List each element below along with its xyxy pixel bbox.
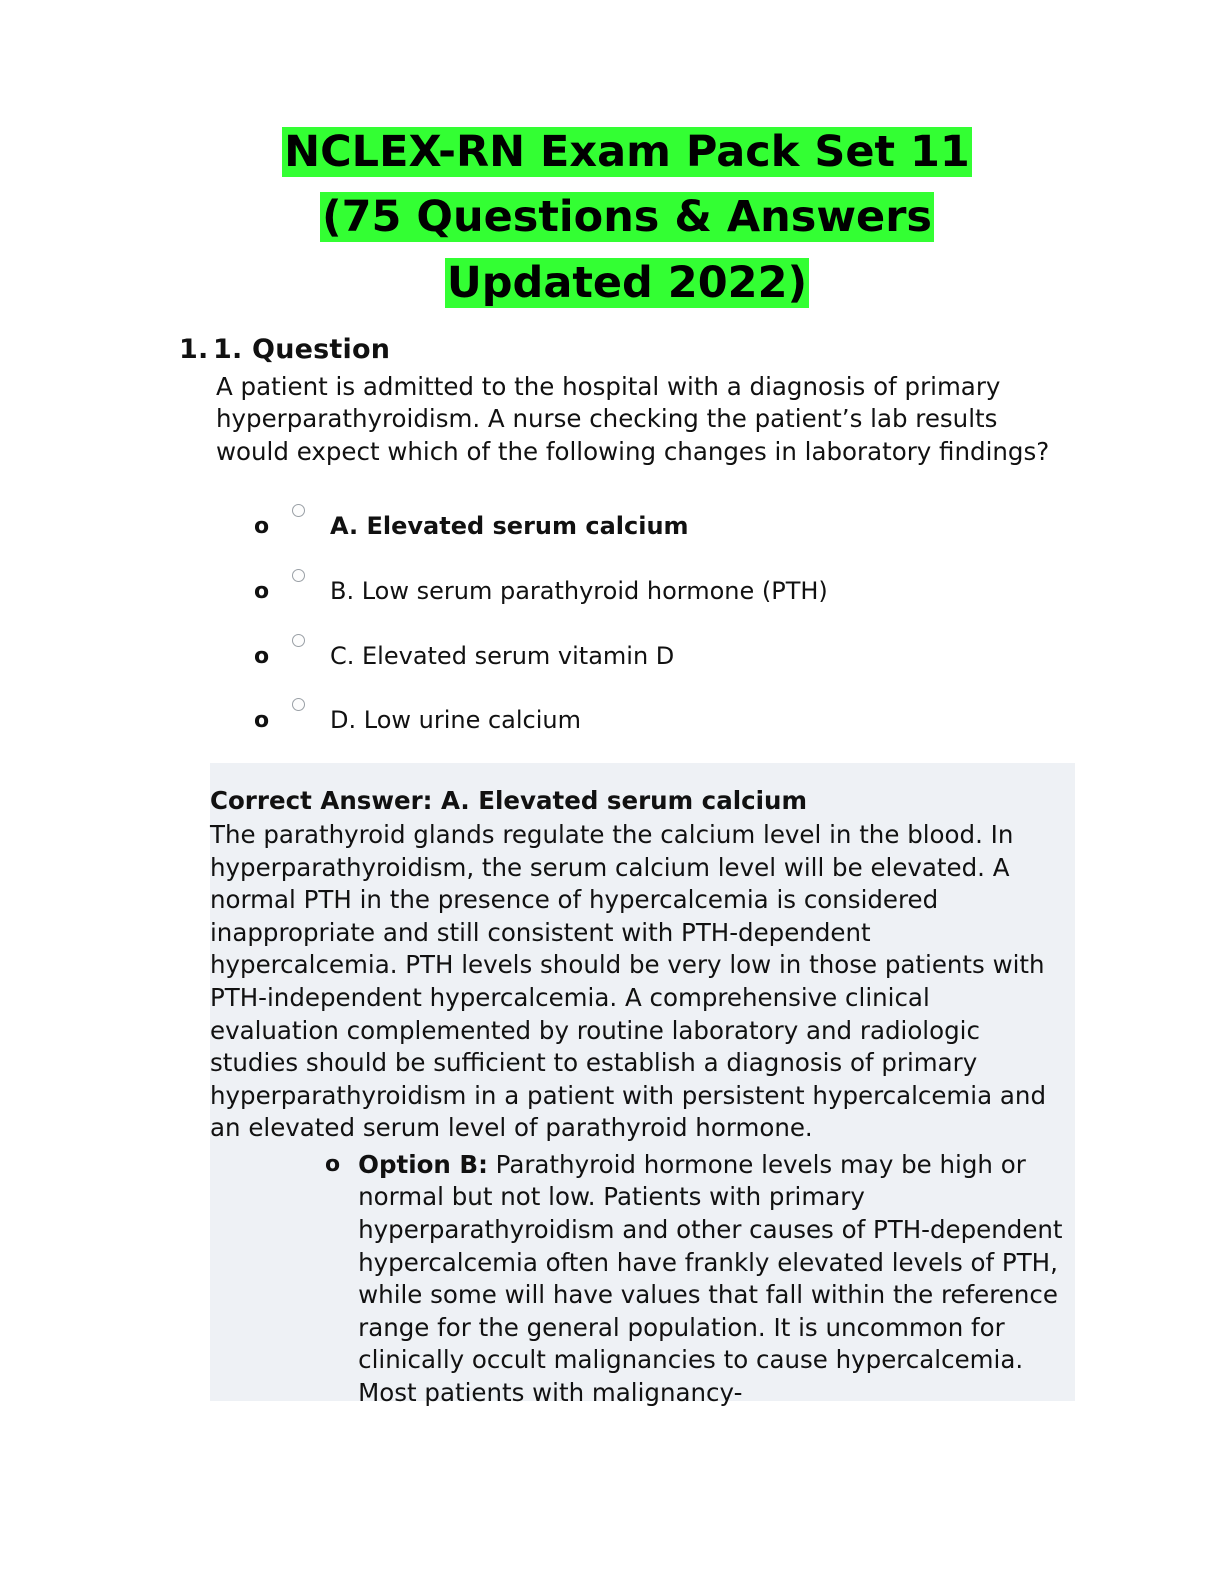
correct-answer-explanation: The parathyroid glands regulate the calcium level in the blood. In hyperparathyroidism, the serum calcium level will be elevated. A normal PTH in the presence of hypercalcemia is considered inappropriate and still consistent with PTH-dependent hypercalcemia. PTH levels should be very low in those patients with PTH-independent hypercalcemia. A comprehensive clinical evaluation complemented by routine laboratory and radiologic studies should be sufficient to establish a diagnosis of primary hyperparathyroidism in a patient with persistent hypercalcemia and an elevated serum level of parathyroid hormone. [210, 820, 1047, 1143]
question-number: 1. [179, 334, 209, 366]
radio-button-d[interactable] [292, 698, 305, 711]
option-a-label: A. Elevated serum calcium [330, 512, 689, 541]
title-line-1: NCLEX-RN Exam Pack Set 11 [284, 127, 970, 177]
sub-option-b-label: Option B: [358, 1149, 488, 1179]
sub-option-b [210, 1149, 1065, 1410]
option-b[interactable] [180, 569, 1074, 606]
option-bullet: o [254, 514, 270, 540]
answer-options-list [180, 504, 1074, 735]
option-d[interactable] [180, 698, 1074, 735]
question-heading [179, 334, 1074, 365]
sub-options-clip [210, 1149, 1065, 1407]
sub-option-b-text [358, 1149, 1065, 1410]
document-title [180, 120, 1074, 316]
radio-button-c[interactable] [292, 634, 305, 647]
question-stem: A patient is admitted to the hospital with a diagnosis of primary hyperparathyroidism. A nurse checking the patient’s lab results would expect which of the following changes in laboratory findings? [216, 372, 1050, 466]
sub-option-bullet: o [325, 1151, 341, 1177]
sub-option-b-body: Parathyroid hormone levels may be high or normal but not low. Patients with primary hyperparathyroidism and other causes of PTH-dependent hypercalcemia often have frankly elevated levels of PTH, while some will have values that fall within the reference range for the general population. It is uncommon for clinically occult malignancies to cause hypercalcemia. Most patients with malignancy- [358, 1149, 1063, 1407]
radio-button-b[interactable] [292, 569, 305, 582]
option-bullet: o [254, 578, 270, 604]
radio-button-a[interactable] [292, 504, 305, 517]
option-a[interactable] [180, 504, 1074, 541]
question-heading-label: 1. Question [213, 334, 391, 366]
option-c-label: C. Elevated serum vitamin D [330, 641, 675, 670]
title-line-2: (75 Questions & Answers [321, 192, 933, 243]
option-d-label: D. Low urine calcium [330, 706, 582, 735]
title-line-3: Updated 2022) [446, 257, 808, 308]
option-b-label: B. Low serum parathyroid hormone (PTH) [330, 576, 828, 605]
correct-answer-panel [210, 763, 1075, 1407]
correct-answer-title: Correct Answer: A. Elevated serum calcium [210, 786, 808, 816]
option-bullet: o [254, 643, 270, 669]
option-bullet: o [254, 708, 270, 734]
option-c[interactable] [180, 634, 1074, 671]
